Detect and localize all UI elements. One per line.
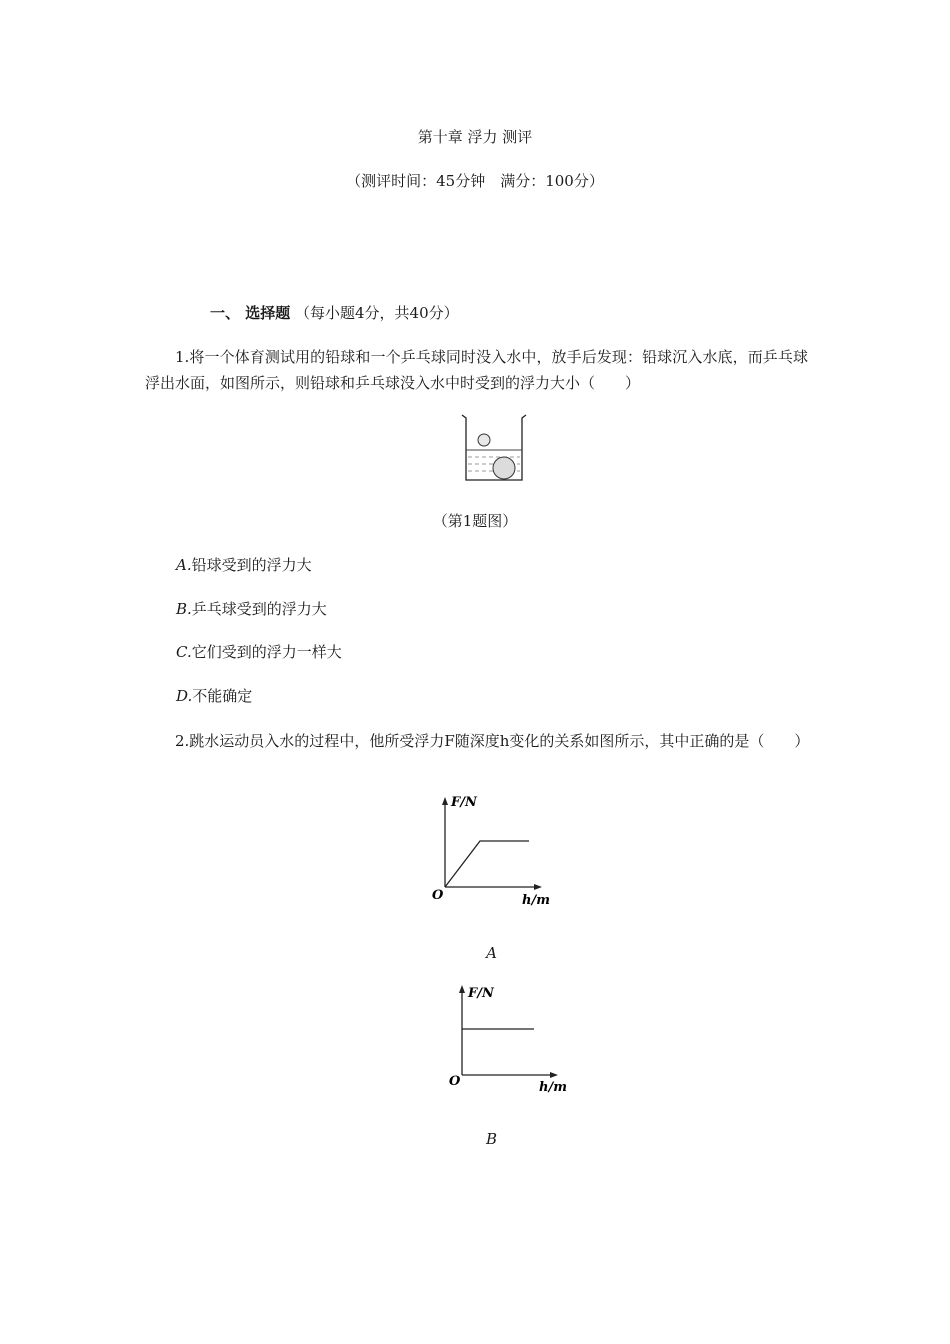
beaker-figure (458, 412, 528, 484)
option-d-text: 不能确定 (192, 687, 253, 705)
option-a-text: 铅球受到的浮力大 (191, 556, 312, 574)
section-title: 一、 选择题 (210, 304, 291, 322)
section-note: （每小题4分，共40分） (295, 304, 459, 322)
figure-1-caption: （第1题图） (432, 512, 518, 530)
graph-b (446, 981, 576, 1096)
option-b[interactable] (176, 598, 327, 619)
graph-b-y-label: F/N (468, 986, 494, 1001)
option-b-letter: B. (176, 600, 192, 618)
graph-a-y-label: F/N (451, 795, 477, 810)
option-a[interactable] (176, 554, 312, 575)
graph-a-x-label: h/m (522, 893, 550, 908)
graph-b-label: B (485, 1130, 498, 1148)
graph-a-origin: O (432, 888, 444, 903)
exam-info: （测评时间：45分钟 满分：100分） (346, 172, 604, 190)
graph-a (428, 795, 558, 910)
question-2-stem: 2.跳水运动员入水的过程中，他所受浮力F随深度h变化的关系如图所示，其中正确的是（ ） (175, 732, 810, 750)
graph-a-curve (445, 841, 529, 887)
option-c[interactable] (176, 641, 342, 662)
graph-a-label: A (486, 944, 497, 962)
question-1-stem: 1.将一个体育测试用的铅球和一个乒乓球同时没入水中，放手后发现：铅球沉入水底，而乒乓球浮出水面，如图所示，则铅球和乒乓球没入水中时受到的浮力大小（ ） (145, 348, 808, 392)
option-c-text: 它们受到的浮力一样大 (191, 643, 342, 661)
page-title: 第十章 浮力 测评 (417, 128, 533, 146)
option-a-letter: A. (176, 556, 192, 574)
option-b-text: 乒乓球受到的浮力大 (191, 600, 327, 618)
option-d-letter: D. (176, 687, 193, 705)
section-heading (210, 302, 459, 323)
graph-b-origin: O (449, 1074, 461, 1089)
option-c-letter: C. (176, 643, 192, 661)
graph-b-x-label: h/m (539, 1080, 567, 1095)
option-d[interactable] (176, 685, 252, 706)
